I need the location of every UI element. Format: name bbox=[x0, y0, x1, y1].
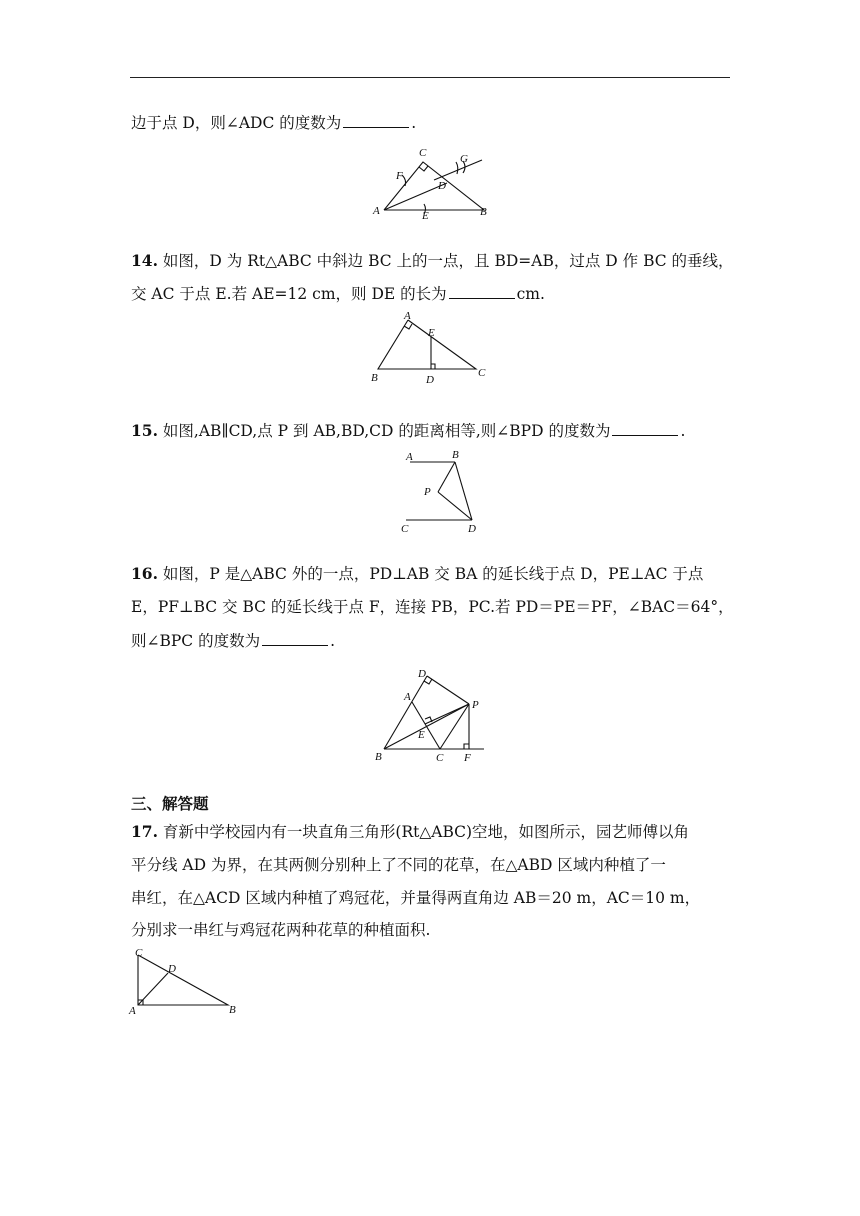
q16-text3: 则∠BPC 的度数为 bbox=[131, 632, 261, 650]
fig13-label-b: B bbox=[480, 206, 487, 218]
q14-number: 14. bbox=[131, 251, 158, 270]
fig16-label-e: E bbox=[418, 729, 425, 741]
fig16-label-p: P bbox=[472, 699, 479, 711]
q16-number: 16. bbox=[131, 564, 158, 583]
q13-text bbox=[131, 113, 731, 133]
q14-text2: 交 AC 于点 E.若 AE=12 cm，则 DE 的长为 bbox=[131, 285, 447, 303]
q16-line3 bbox=[131, 631, 731, 651]
q17-text3: 串红，在△ACD 区域内种植了鸡冠花，并量得两直角边 AB＝20 m，AC＝10 m， bbox=[131, 889, 701, 907]
fig13-right-angle bbox=[419, 166, 428, 171]
q17-line3 bbox=[131, 888, 731, 908]
fig15-bd bbox=[455, 462, 472, 520]
fig15-label-b: B bbox=[452, 449, 459, 461]
q13-end: . bbox=[411, 114, 417, 132]
q16-line2 bbox=[131, 597, 734, 617]
fig13-label-g: G bbox=[460, 153, 468, 165]
fig15-label-p: P bbox=[424, 486, 431, 498]
fig13-label-a: A bbox=[373, 205, 380, 217]
fig16-label-a: A bbox=[404, 691, 411, 703]
q15-number: 15. bbox=[131, 421, 158, 440]
q14-line1 bbox=[131, 251, 734, 271]
section-title: 三、解答题 bbox=[131, 795, 209, 813]
fig17-label-d: D bbox=[168, 963, 176, 975]
fig13-label-d: D bbox=[438, 180, 446, 192]
fig16-pd bbox=[427, 676, 469, 704]
q17-text1: 育新中学校园内有一块直角三角形(Rt△ABC)空地，如图所示，园艺师傅以角 bbox=[162, 823, 690, 841]
fig13-arc-g2 bbox=[456, 162, 458, 174]
fig14-triangle bbox=[378, 320, 476, 369]
fig16-right-angle-f bbox=[464, 744, 469, 749]
q16-line1 bbox=[131, 564, 731, 584]
fig13-label-c: C bbox=[419, 147, 427, 159]
q17-number: 17. bbox=[131, 822, 158, 841]
fig16-ac bbox=[412, 702, 440, 749]
q17-line1 bbox=[131, 822, 731, 842]
q15-end: . bbox=[680, 422, 686, 440]
figure-16 bbox=[372, 664, 492, 766]
fig16-label-b: B bbox=[375, 751, 382, 763]
fig14-label-c: C bbox=[478, 367, 486, 379]
fig13-label-e: E bbox=[422, 210, 429, 222]
q14-answer-blank bbox=[449, 284, 515, 299]
q15-text: 如图,AB∥CD,点 P 到 AB,BD,CD 的距离相等,则∠BPD 的度数为 bbox=[162, 422, 611, 440]
fig14-right-angle-d bbox=[431, 364, 435, 369]
q15-answer-blank bbox=[612, 421, 678, 436]
fig13-label-f: F bbox=[396, 170, 403, 182]
fig17-label-a: A bbox=[129, 1005, 136, 1017]
figure-17 bbox=[128, 944, 248, 1019]
fig16-label-c: C bbox=[436, 752, 444, 764]
header-rule bbox=[130, 77, 730, 78]
q17-text2: 平分线 AD 为界，在其两侧分别种上了不同的花草，在△ABD 区域内种植了一 bbox=[131, 856, 666, 874]
q14-end: cm. bbox=[516, 285, 545, 303]
q16-text1: 如图，P 是△ABC 外的一点，PD⊥AB 交 BA 的延长线于点 D，PE⊥AC 于点 bbox=[162, 565, 704, 583]
fig14-label-d: D bbox=[426, 374, 434, 386]
q17-line2 bbox=[131, 855, 731, 875]
fig15-label-d: D bbox=[468, 523, 476, 535]
fig15-label-c: C bbox=[401, 523, 409, 535]
fig14-label-e: E bbox=[428, 327, 435, 339]
fig17-label-b: B bbox=[229, 1004, 236, 1016]
q15-line bbox=[131, 421, 731, 441]
q17-line4 bbox=[131, 920, 731, 940]
q17-text4: 分别求一串红与鸡冠花两种花草的种植面积. bbox=[131, 921, 431, 939]
fig17-triangle bbox=[138, 955, 228, 1005]
figure-14 bbox=[368, 312, 498, 387]
figure-13 bbox=[368, 144, 488, 224]
figure-15 bbox=[398, 446, 488, 536]
fig15-pb bbox=[438, 462, 455, 492]
fig14-label-a: A bbox=[404, 310, 411, 322]
fig15-label-a: A bbox=[406, 451, 413, 463]
fig17-label-c: C bbox=[135, 947, 143, 959]
q14-text1: 如图，D 为 Rt△ABC 中斜边 BC 上的一点，且 BD=AB，过点 D 作 BC 的垂线， bbox=[162, 252, 734, 270]
q16-end: . bbox=[330, 632, 336, 650]
q16-answer-blank bbox=[262, 631, 328, 646]
fig14-label-b: B bbox=[371, 372, 378, 384]
fig16-label-d: D bbox=[418, 668, 426, 680]
q16-text2: E，PF⊥BC 交 BC 的延长线于点 F，连接 PB，PC.若 PD＝PE＝PF，∠BAC＝64°， bbox=[131, 598, 734, 616]
q13-line: 边于点 D，则∠ADC 的度数为 bbox=[131, 114, 342, 132]
fig16-label-f: F bbox=[464, 752, 471, 764]
q14-line2 bbox=[131, 284, 731, 304]
q13-answer-blank bbox=[343, 113, 409, 128]
fig15-pd bbox=[438, 492, 472, 520]
